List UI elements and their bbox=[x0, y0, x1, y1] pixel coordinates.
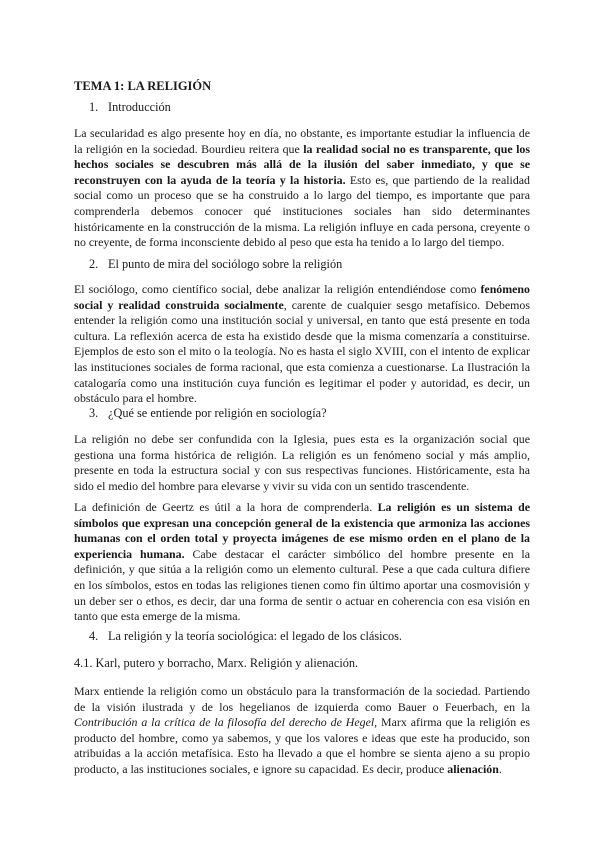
document-title: TEMA 1: LA RELIGIÓN bbox=[74, 79, 212, 93]
section-number: 2. bbox=[89, 257, 99, 271]
section-heading-3 bbox=[89, 406, 327, 421]
text-run: La secularidad es algo presente hoy en día, no obstante, es importante estudiar la influencia de la religión en la sociedad. Bourdieu reitera que bbox=[74, 126, 530, 156]
text-run: Cabe destacar el carácter simbólico del hombre presente en la definición, y que sitúa a la religión como un elemento cultural. Pese a que cada cultura difiere en los símbolos, estos en todas las religiones tienen como fin último aportar una cosmovisión y un deber ser o ethos, es decir, dar una forma de sentir o actuar en coherencia con esa visión en tanto que esta emerge de la misma. bbox=[74, 546, 530, 624]
bold-text: la realidad social no es transparente, que los hechos sociales se descubren más allá de la ilusión del saber inmediato, y que se reconstruyen con la ayuda de la teoría y la historia. bbox=[74, 141, 530, 187]
subsection-heading: 4.1. Karl, putero y borracho, Marx. Religión y alienación. bbox=[74, 656, 359, 670]
text-run: . bbox=[498, 761, 502, 776]
paragraph-geertz-definition bbox=[74, 500, 530, 625]
section-number: 3. bbox=[89, 406, 99, 420]
text-run: , carente de cualquier sesgo metafísico. Debemos entender la religión como una institución social y universal, en tanto que está presente en toda cultura. La reflexión acerca de esta ha existido desde que la misma comenzaría a constituirse. Ejemplos de esto son el mito o la teología. No es hasta el siglo XVIII, con el intento de explicar las instituciones sociales de forma racional, que esta comienza a cuestionarse. La Ilustración la catalogaría como una institución cuya función es legitimar el poder y autoridad, es decir, un obstáculo para el hombre. bbox=[74, 297, 530, 406]
section-heading-4 bbox=[89, 629, 402, 644]
section-number: 4. bbox=[89, 629, 99, 643]
text-run: El sociólogo, como científico social, debe analizar la religión entendiéndose como bbox=[74, 282, 481, 296]
paragraph-introduction bbox=[74, 126, 530, 251]
bold-text: La religión es un sistema de símbolos que expresan una concepción general de la existencia que armoniza las acciones humanas con el orden total y proyecta imágenes de ese mismo orden en el plano de la experiencia humana. bbox=[74, 500, 530, 561]
paragraph-sociologist bbox=[74, 282, 530, 407]
section-title: El punto de mira del sociólogo sobre la religión bbox=[108, 257, 343, 271]
text-run: La definición de Geertz es útil a la hora de comprenderla. bbox=[74, 500, 378, 514]
text-run: Marx afirma que la religión es producto del hombre, como ya sabemos, y que los valores e ideas que este ha producido, son atribuidas a la acción metafísica. Esto ha llevado a que el hombre se sienta ajeno a su propio producto, a las instituciones sociales, e ignore su capacidad. Es decir, produce bbox=[74, 715, 530, 776]
bold-text: alienación bbox=[447, 761, 499, 776]
italic-text: Contribución a la crítica de la filosofía del derecho de Hegel, bbox=[74, 715, 378, 730]
section-title: La religión y la teoría sociológica: el legado de los clásicos. bbox=[108, 629, 403, 643]
text-run: Marx entiende la religión como un obstáculo para la transformación de la sociedad. Partiendo de la visión ilustrada y de los hegelianos de izquierda como Bauer o Feuerbach, en la bbox=[74, 684, 530, 714]
text-run: Esto es, que partiendo de la realidad social como un proceso que se ha construido a lo largo del tiempo, es importante que para comprenderla debemos conocer qué instituciones sociales han sido determinantes históricamente en la construcción de la misma. La religión influye en cada persona, creyente o no creyente, de forma inconsciente debido al peso que esta ha tenido a lo largo del tiempo. bbox=[74, 172, 530, 250]
section-title: ¿Qué se entiende por religión en sociología? bbox=[108, 406, 327, 420]
section-heading-2 bbox=[89, 257, 342, 272]
section-title: Introducción bbox=[108, 100, 171, 114]
paragraph-marx bbox=[74, 684, 530, 778]
paragraph-religion-vs-church: La religión no debe ser confundida con la Iglesia, pues esta es la organización social que gestiona una forma histórica de religión. La religión es un fenómeno social y más amplio, presente en toda la estructura social y con sus respectivas funciones. Históricamente, esta ha sido el medio del hombre para elevarse y vivir su vida con un sentido trascendente. bbox=[74, 432, 530, 493]
section-number: 1. bbox=[89, 100, 99, 114]
bold-text: fenómeno social y realidad construida socialmente bbox=[74, 282, 530, 312]
section-heading-1 bbox=[89, 100, 171, 115]
